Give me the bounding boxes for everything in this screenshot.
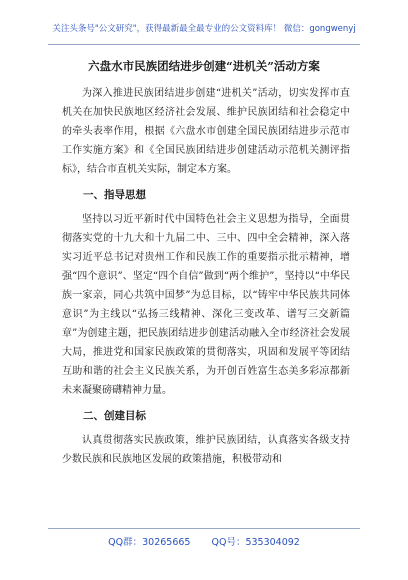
footer-contact: QQ群：30265665 QQ号：535304092 (108, 537, 300, 548)
document-body (62, 84, 350, 469)
document-title: 六盘水市民族团结进步创建“进机关”活动方案 (88, 59, 320, 73)
header-banner: 关注头条号"公文研究"，获得最新最全最专业的公文资料库！ 微信：gongwenyj (52, 24, 356, 34)
header-divider (48, 44, 360, 45)
footer-divider (48, 528, 360, 529)
guiding-ideology-paragraph: 坚持以习近平新时代中国特色社会主义思想为指导，全面贯彻落实党的十九大和十九届二中、三中、四中全会精神，深入落实习近平总书记对贵州工作和民族工作的重要指示批示精神，增强“四个意识”、坚定“四个自信”做到“两个维护”，坚持以“中华民族一家亲，同心共筑中国梦”为总目标，以“铸牢中华民族共同体意识”为主线以“弘扬三线精神、深化三变改革、谱写三交新篇章”为创建主题，把民族团结进步创建活动融入全市经济社会发展大局，推进党和国家民族政策的贯彻落实，巩固和发展平等团结互助和谐的社会主义民族关系，为开创百姓富生态美多彩凉都新未来凝聚磅礴精神力量。 (62, 214, 350, 396)
intro-paragraph: 为深入推进民族团结进步创建“进机关”活动，切实发挥市直机关在加快民族地区经济社会发展、维护民族团结和社会稳定中的牵头表率作用，根据《六盘水市创建全国民族团结进步示范市工作实施方案》和《全国民族团结进步创建活动示范机关测评指标》，结合市直机关实际，制定本方案。 (62, 88, 350, 175)
section-heading-goals: 二、创建目标 (83, 410, 146, 422)
goals-paragraph: 认真贯彻落实民族政策，维护民族团结，认真落实各级支持少数民族和民族地区发展的政策措施，积极带动和 (62, 435, 350, 465)
section-heading-guiding-ideology: 一、指导思想 (83, 189, 146, 201)
